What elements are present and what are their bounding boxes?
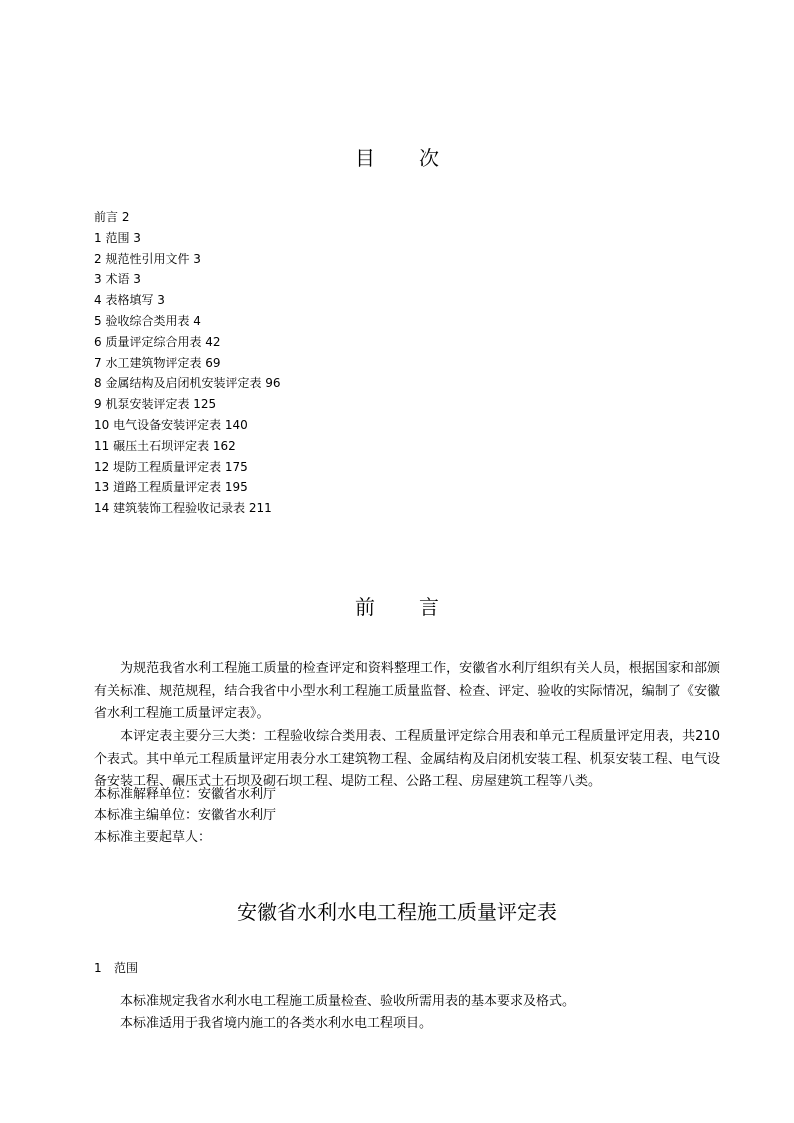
toc-item[interactable]: 4 表格填写 3 bbox=[94, 293, 165, 308]
preface-paragraph-2 bbox=[94, 726, 720, 794]
preface-paragraph-2-text: 本评定表主要分三大类：工程验收综合类用表、工程质量评定综合用表和单元工程质量评定用表，共210个表式。其中单元工程质量评定用表分水工建筑物工程、金属结构及启闭机安装工程、机泵安装工程、电气设备安装工程、碾压式土石坝及砌石坝工程、堤防工程、公路工程、房屋建筑工程等八类。 bbox=[94, 729, 720, 789]
toc-item[interactable]: 13 道路工程质量评定表 195 bbox=[94, 480, 248, 495]
preface-paragraph-1-text: 为规范我省水利工程施工质量的检查评定和资料整理工作，安徽省水利厅组织有关人员，根据国家和部颁有关标准、规范规程，结合我省中小型水利工程施工质量监督、检查、评定、验收的实际情况，编制了《安徽省水利工程施工质量评定表》。 bbox=[94, 661, 720, 721]
preface-paragraph-1 bbox=[94, 658, 720, 726]
editor-unit-line: 本标准主编单位：安徽省水利厅 bbox=[94, 808, 277, 823]
toc-item[interactable]: 3 术语 3 bbox=[94, 272, 141, 287]
toc-item[interactable]: 1 范围 3 bbox=[94, 230, 141, 245]
toc-list bbox=[94, 207, 281, 519]
toc-item[interactable]: 9 机泵安装评定表 125 bbox=[94, 397, 217, 412]
preface-title-right: 言 bbox=[419, 595, 439, 619]
toc-item[interactable]: 6 质量评定综合用表 42 bbox=[94, 334, 221, 349]
document-title: 安徽省水利水电工程施工质量评定表 bbox=[237, 900, 557, 924]
section-number: 1 bbox=[94, 961, 102, 975]
toc-item[interactable]: 8 金属结构及启闭机安装评定表 96 bbox=[94, 376, 281, 391]
preface-title-left: 前 bbox=[355, 595, 375, 619]
section-heading-text: 范围 bbox=[114, 961, 139, 975]
preface-title bbox=[0, 591, 794, 620]
section-heading bbox=[94, 959, 138, 976]
toc-title bbox=[0, 142, 794, 171]
toc-title-right: 次 bbox=[419, 146, 439, 170]
toc-item[interactable]: 前言 2 bbox=[94, 210, 130, 224]
toc-item[interactable]: 7 水工建筑物评定表 69 bbox=[94, 355, 221, 370]
toc-item[interactable]: 14 建筑装饰工程验收记录表 211 bbox=[94, 501, 272, 516]
toc-item[interactable]: 5 验收综合类用表 4 bbox=[94, 313, 201, 328]
toc-item[interactable]: 11 碾压土石坝评定表 162 bbox=[94, 438, 236, 453]
scope-line-2: 本标准适用于我省境内施工的各类水利水电工程项目。 bbox=[120, 1016, 433, 1031]
toc-item[interactable]: 12 堤防工程质量评定表 175 bbox=[94, 459, 248, 474]
toc-item[interactable]: 2 规范性引用文件 3 bbox=[94, 251, 201, 266]
toc-title-left: 目 bbox=[355, 146, 375, 170]
drafter-line: 本标准主要起草人： bbox=[94, 830, 212, 845]
scope-line-1: 本标准规定我省水利水电工程施工质量检查、验收所需用表的基本要求及格式。 bbox=[120, 994, 576, 1009]
toc-item[interactable]: 10 电气设备安装评定表 140 bbox=[94, 417, 248, 432]
interpret-unit-line: 本标准解释单位：安徽省水利厅 bbox=[94, 787, 277, 802]
